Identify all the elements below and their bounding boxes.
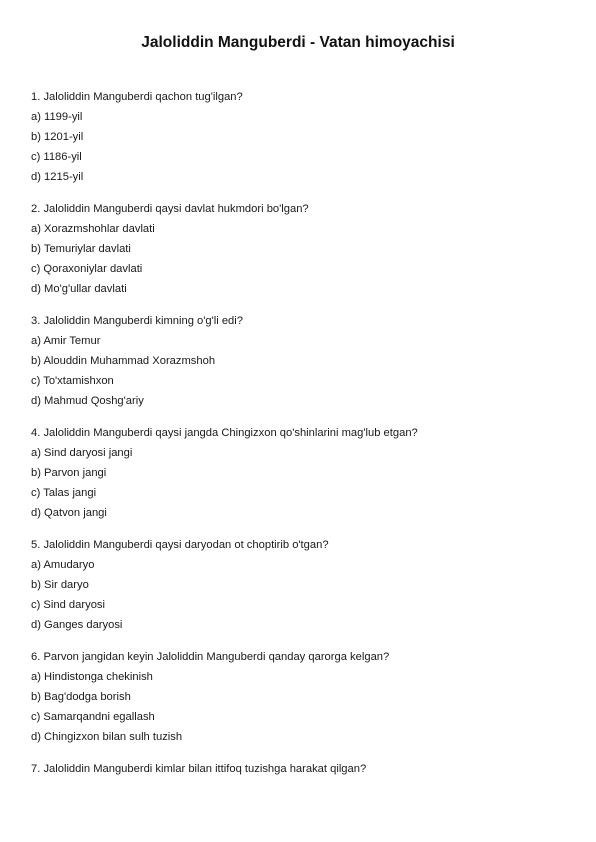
answer-option: a) 1199-yil <box>31 111 83 123</box>
answer-option: c) 1186-yil <box>31 151 82 163</box>
answer-option: a) Hindistonga chekinish <box>31 671 153 683</box>
question-text: 6. Parvon jangidan keyin Jaloliddin Manguberdi qanday qarorga kelgan? <box>31 651 390 663</box>
answer-option: b) 1201-yil <box>31 131 84 143</box>
question-text: 7. Jaloliddin Manguberdi kimlar bilan ittifoq tuzishga harakat qilgan? <box>31 763 367 775</box>
answer-option: d) Ganges daryosi <box>31 619 123 631</box>
question-item <box>31 199 571 299</box>
answer-option: a) Xorazmshohlar davlati <box>31 223 155 235</box>
question-list <box>31 87 571 791</box>
question-item <box>31 311 571 411</box>
answer-option: b) Alouddin Muhammad Xorazmshoh <box>31 355 216 367</box>
question-text: 5. Jaloliddin Manguberdi qaysi daryodan ot choptirib o'tgan? <box>31 539 329 551</box>
answer-option: b) Bag'dodga borish <box>31 691 131 703</box>
answer-option: c) Sind daryosi <box>31 599 105 611</box>
question-item <box>31 87 571 187</box>
answer-option: a) Amudaryo <box>31 559 95 571</box>
question-item <box>31 535 571 635</box>
answer-option: d) Chingizxon bilan sulh tuzish <box>31 731 183 743</box>
question-item <box>31 759 571 779</box>
answer-option: d) Mo'g'ullar davlati <box>31 283 127 295</box>
question-item <box>31 423 571 523</box>
answer-option: c) Qoraxoniylar davlati <box>31 263 143 275</box>
answer-option: b) Sir daryo <box>31 579 89 591</box>
question-text: 3. Jaloliddin Manguberdi kimning o'g'li edi? <box>31 315 243 327</box>
answer-option: d) 1215-yil <box>31 171 84 183</box>
answer-option: d) Mahmud Qoshg'ariy <box>31 395 144 407</box>
answer-option: b) Parvon jangi <box>31 467 107 479</box>
question-text: 4. Jaloliddin Manguberdi qaysi jangda Chingizxon qo'shinlarini mag'lub etgan? <box>31 427 418 439</box>
answer-option: c) Samarqandni egallash <box>31 711 155 723</box>
answer-option: b) Temuriylar davlati <box>31 243 131 255</box>
question-item <box>31 647 571 747</box>
question-text: 2. Jaloliddin Manguberdi qaysi davlat hukmdori bo'lgan? <box>31 203 309 215</box>
answer-option: a) Sind daryosi jangi <box>31 447 133 459</box>
answer-option: d) Qatvon jangi <box>31 507 107 519</box>
document-title: Jaloliddin Manguberdi - Vatan himoyachisi <box>141 34 455 51</box>
question-text: 1. Jaloliddin Manguberdi qachon tug'ilgan? <box>31 91 243 103</box>
answer-option: a) Amir Temur <box>31 335 101 347</box>
answer-option: c) To'xtamishxon <box>31 375 114 387</box>
answer-option: c) Talas jangi <box>31 487 97 499</box>
